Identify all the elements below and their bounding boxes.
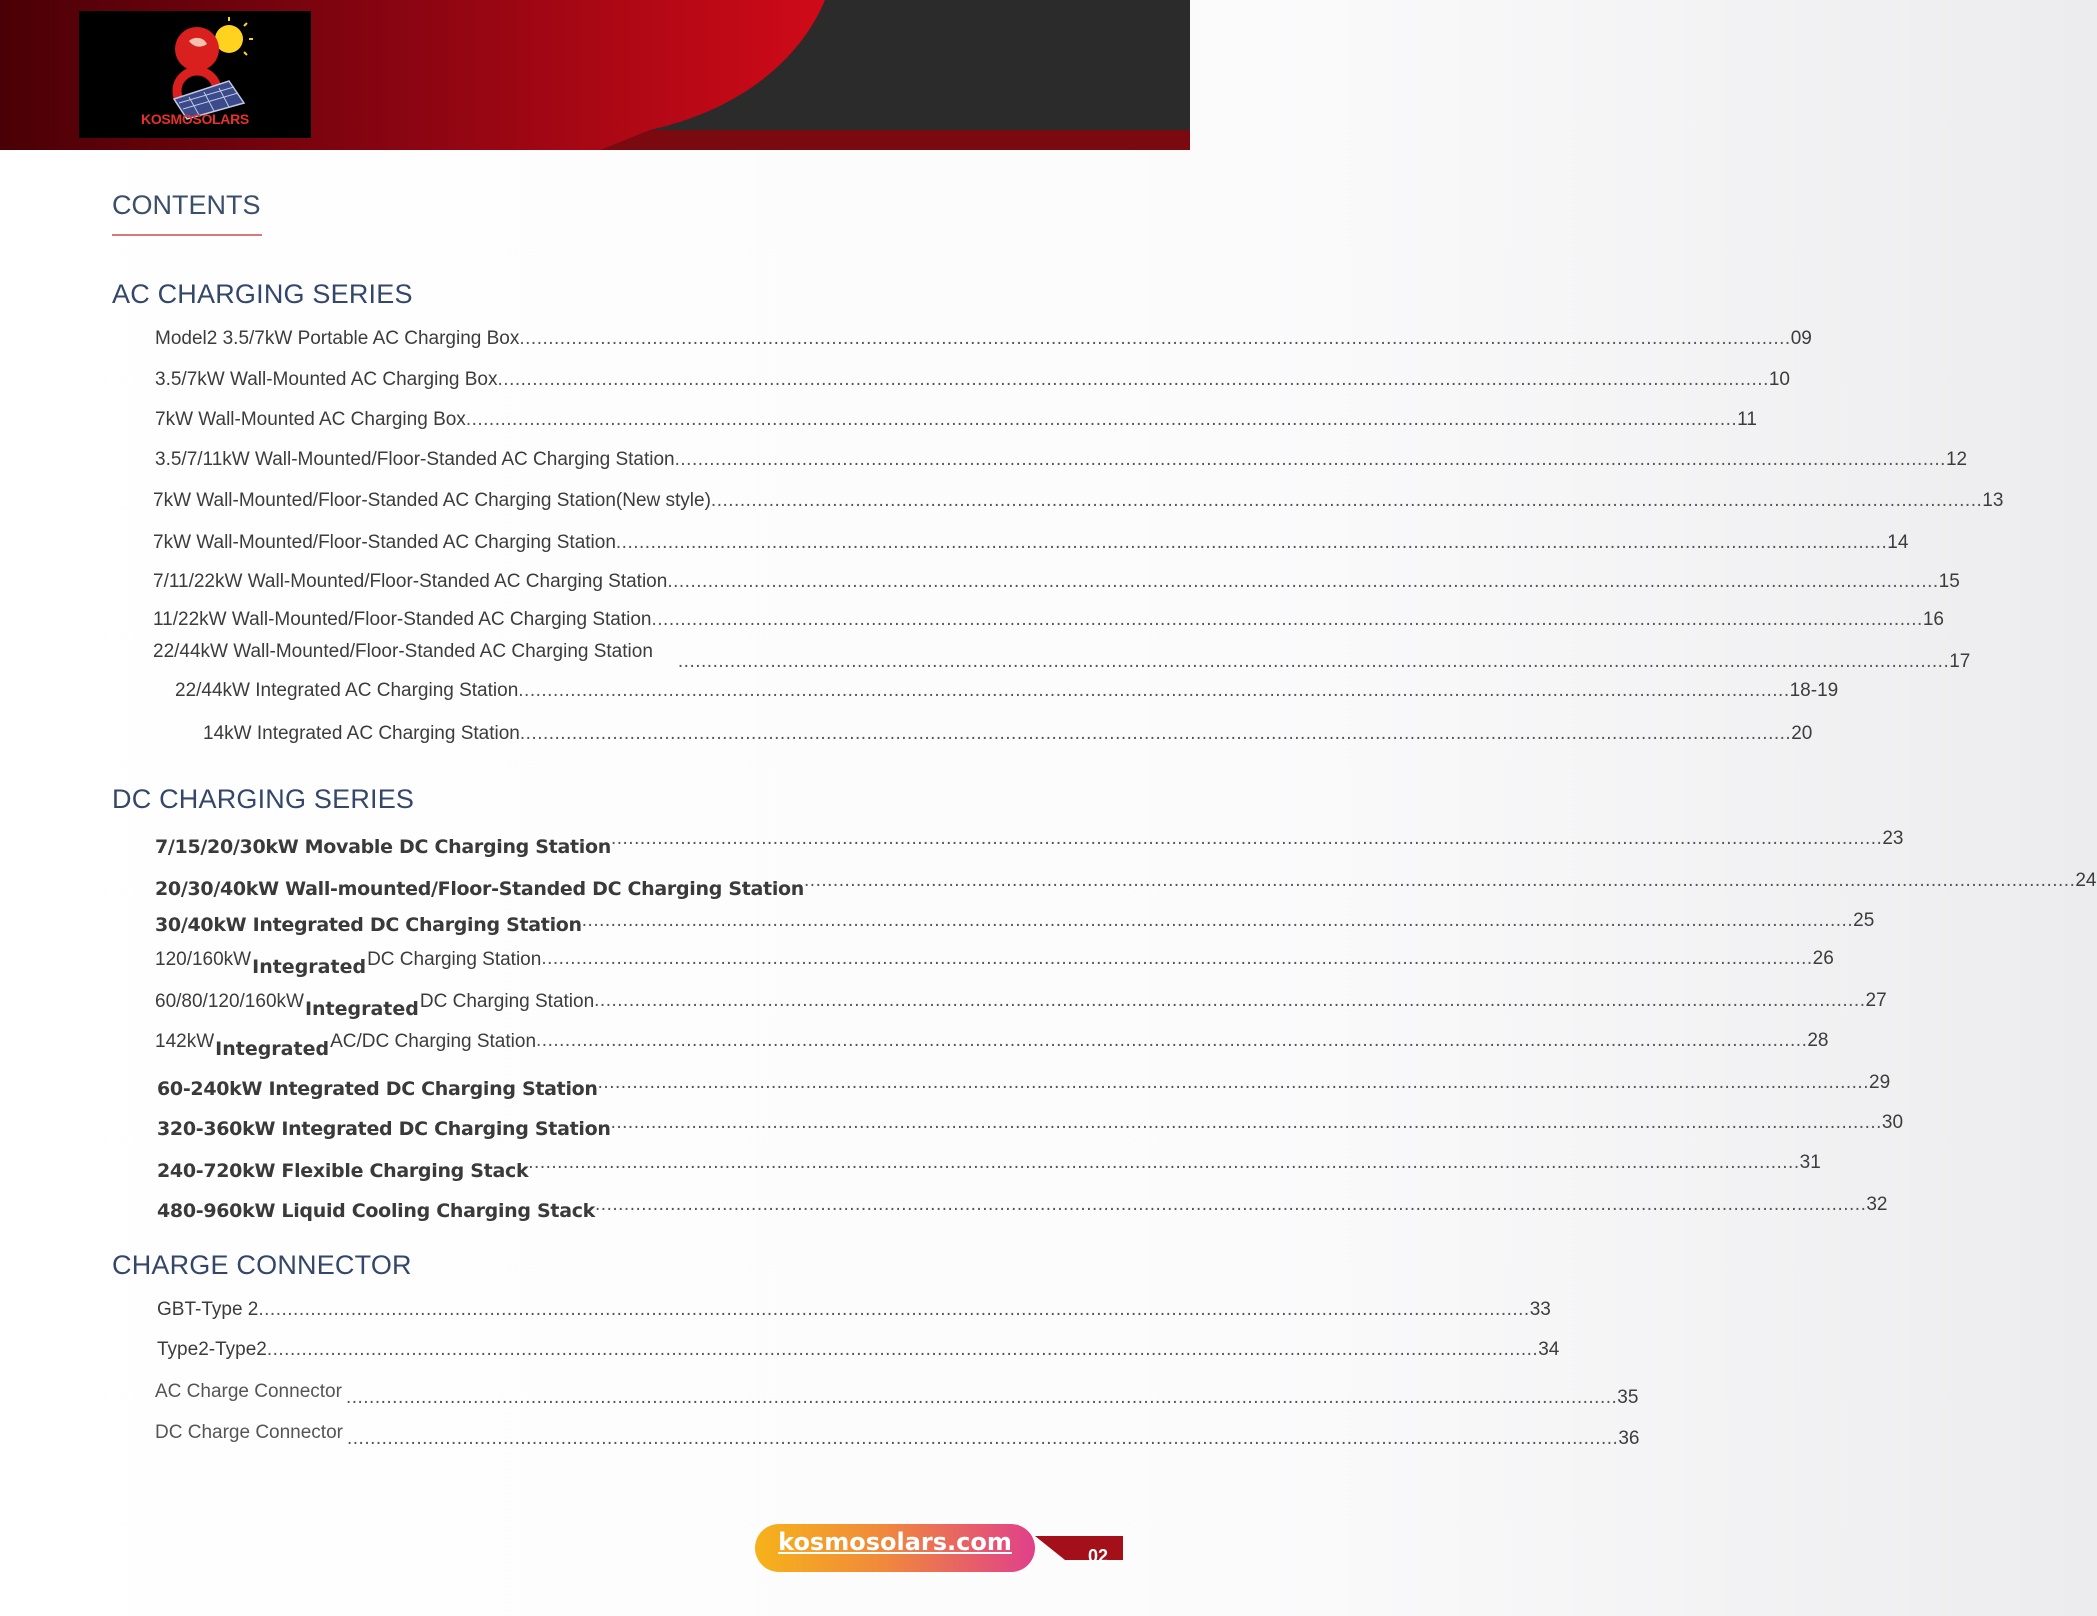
dot-leader: ............................................................................................................................................................................................................................: [465, 409, 1738, 430]
dot-leader: ............................................................................................................................................................................................................................: [674, 449, 1946, 470]
toc-entry-page: 18-19: [1789, 680, 1839, 701]
toc-entry[interactable]: [155, 1030, 1829, 1060]
toc-entry-title: [155, 1030, 537, 1060]
toc-entry-page: 20: [1791, 723, 1813, 744]
toc-entry-page: 13: [1982, 490, 2004, 511]
dot-leader: ............................................................................................................................................................................................................................: [710, 490, 1983, 511]
section-dc-charging: DC CHARGING SERIES: [112, 784, 415, 814]
page-number-tab: [1035, 1536, 1123, 1560]
toc-entry-title: 30/40kW Integrated DC Charging Station: [155, 914, 582, 936]
toc-entry[interactable]: [155, 1422, 1640, 1449]
toc-entry[interactable]: [155, 870, 2097, 900]
toc-entry[interactable]: [153, 490, 2004, 512]
toc-entry-page: 10: [1768, 369, 1790, 390]
toc-entry-title: 7kW Wall-Mounted/Floor-Standed AC Charging Station(New style): [153, 490, 711, 511]
toc-entry-title: 7/11/22kW Wall-Mounted/Floor-Standed AC Charging Station: [153, 571, 668, 592]
toc-entry[interactable]: [157, 1339, 1560, 1361]
toc-entry-page: 17: [1949, 651, 1971, 672]
toc-entry-title: 14kW Integrated AC Charging Station: [203, 723, 520, 744]
toc-entry-title: [155, 990, 595, 1020]
toc-entry-page: 26: [1812, 948, 1834, 969]
toc-entry[interactable]: [157, 1152, 1821, 1182]
toc-entry-page: 09: [1790, 328, 1812, 349]
toc-entry[interactable]: [157, 1194, 1888, 1222]
toc-entry[interactable]: [155, 828, 1904, 858]
toc-entry-title-part: 142kW: [155, 1031, 215, 1052]
title-underline: [112, 234, 262, 236]
toc-entry-page: 16: [1922, 609, 1944, 630]
dot-leader: ............................................................................................................................................................................................................................: [528, 1152, 1800, 1173]
dot-leader: ............................................................................................................................................................................................................................: [597, 1072, 1869, 1093]
toc-entry-title: 480-960kW Liquid Cooling Charging Stack: [157, 1200, 596, 1222]
toc-entry-page: 15: [1938, 571, 1960, 592]
toc-entry-title: 60-240kW Integrated DC Charging Station: [157, 1078, 598, 1100]
toc-entry-title: 22/44kW Integrated AC Charging Station: [175, 680, 519, 701]
toc-entry-title: 20/30/40kW Wall-mounted/Floor-Standed DC Charging Station: [155, 878, 805, 900]
dot-leader: ............................................................................................................................................................................................................................: [667, 571, 1939, 592]
toc-entry[interactable]: [157, 1072, 1891, 1100]
dot-leader: ............................................................................................................................................................................................................................: [610, 1112, 1882, 1133]
toc-entry-page: 30: [1881, 1112, 1904, 1133]
toc-entry-title: 3.5/7/11kW Wall-Mounted/Floor-Standed AC Charging Station: [155, 449, 675, 470]
toc-entry-page: 25: [1853, 910, 1875, 931]
toc-entry-title: AC Charge Connector: [155, 1381, 342, 1402]
toc-entry-title-part: Integrated: [215, 1038, 330, 1060]
dot-leader: ............................................................................................................................................................................................................................: [345, 1387, 1618, 1408]
toc-entry[interactable]: [155, 328, 1812, 350]
toc-entry-title: 7kW Wall-Mounted AC Charging Box: [155, 409, 466, 430]
dot-leader: ............................................................................................................................................................................................................................: [519, 328, 1791, 349]
dot-leader: ............................................................................................................................................................................................................................: [595, 1194, 1867, 1215]
toc-entry-title-part: DC Charging Station: [367, 949, 542, 970]
toc-entry[interactable]: [157, 1112, 1904, 1140]
dot-leader: ............................................................................................................................................................................................................................: [258, 1299, 1530, 1320]
logo-text: KOSMOSOLARS: [141, 111, 249, 127]
toc-entry-title: 3.5/7kW Wall-Mounted AC Charging Box: [155, 369, 498, 390]
dot-leader: ............................................................................................................................................................................................................................: [615, 532, 1888, 553]
toc-entry-title: [155, 948, 542, 978]
toc-entry-title-part: Integrated: [304, 998, 419, 1020]
page-tab-shape-icon: [1035, 1536, 1123, 1560]
toc-entry-title: 320-360kW Integrated DC Charging Station: [157, 1118, 611, 1140]
toc-entry-title: Model2 3.5/7kW Portable AC Charging Box: [155, 328, 520, 349]
toc-entry-page: 34: [1538, 1339, 1560, 1360]
toc-entry-page: 14: [1887, 532, 1909, 553]
toc-entry-title-part: Integrated: [252, 956, 367, 978]
toc-entry-page: 29: [1869, 1072, 1891, 1093]
toc-entry-title: DC Charge Connector: [155, 1422, 343, 1443]
dot-leader: ............................................................................................................................................................................................................................: [519, 723, 1792, 744]
toc-entry-page: 23: [1882, 828, 1904, 849]
toc-entry-title-part: DC Charging Station: [419, 991, 595, 1012]
toc-entry[interactable]: [175, 680, 1839, 702]
toc-entry[interactable]: [157, 1299, 1551, 1321]
toc-entry-page: 24: [2075, 870, 2097, 891]
toc-entry-title: Type2-Type2: [157, 1339, 267, 1360]
toc-entry-page: 12: [1945, 449, 1968, 470]
dot-leader: ............................................................................................................................................................................................................................: [581, 910, 1854, 931]
toc-entry[interactable]: [155, 409, 1757, 431]
toc-entry[interactable]: [155, 910, 1875, 936]
page-header: [0, 0, 1190, 150]
website-link[interactable]: kosmosolars.com: [778, 1528, 1012, 1556]
toc-entry-page: 32: [1866, 1194, 1888, 1215]
toc-entry[interactable]: [155, 1381, 1639, 1408]
toc-entry[interactable]: [155, 449, 1968, 471]
toc-entry[interactable]: [155, 948, 1834, 978]
dot-leader: ............................................................................................................................................................................................................................: [804, 870, 2076, 891]
toc-entry[interactable]: [153, 641, 1971, 672]
toc-entry-page: 11: [1737, 409, 1757, 430]
dot-leader: ............................................................................................................................................................................................................................: [541, 948, 1813, 969]
dot-leader: ............................................................................................................................................................................................................................: [677, 651, 1950, 672]
dot-leader: ............................................................................................................................................................................................................................: [651, 609, 1923, 630]
toc-entry-title: 11/22kW Wall-Mounted/Floor-Standed AC Charging Station: [153, 609, 652, 630]
dot-leader: ............................................................................................................................................................................................................................: [346, 1428, 1619, 1449]
toc-entry-title: 7/15/20/30kW Movable DC Charging Station: [155, 836, 611, 858]
toc-entry[interactable]: [153, 571, 1960, 593]
toc-entry-title: 7kW Wall-Mounted/Floor-Standed AC Charging Station: [153, 532, 616, 553]
toc-entry-title: 240-720kW Flexible Charging Stack: [157, 1160, 529, 1182]
toc-entry-title-part: 120/160kW: [155, 949, 252, 970]
brand-logo: [79, 11, 311, 138]
toc-entry-page: 28: [1807, 1030, 1829, 1051]
contents-title: CONTENTS: [112, 190, 261, 220]
dot-leader: ............................................................................................................................................................................................................................: [594, 990, 1866, 1011]
toc-entry-title: 22/44kW Wall-Mounted/Floor-Standed AC Charging Station: [153, 641, 653, 662]
toc-entry[interactable]: [203, 723, 1813, 745]
toc-entry-page: 35: [1617, 1387, 1639, 1408]
toc-entry-page: 33: [1529, 1299, 1551, 1320]
toc-entry-title-part: AC/DC Charging Station: [330, 1031, 537, 1052]
toc-entry-title: GBT-Type 2: [157, 1299, 259, 1320]
dot-leader: ............................................................................................................................................................................................................................: [536, 1030, 1808, 1051]
toc-entry-page: 27: [1865, 990, 1887, 1011]
toc-entry-page: 36: [1618, 1428, 1640, 1449]
toc-entry[interactable]: [153, 532, 1909, 554]
toc-entry[interactable]: [155, 369, 1790, 391]
toc-entry[interactable]: [153, 609, 1944, 631]
dot-leader: ............................................................................................................................................................................................................................: [266, 1339, 1539, 1360]
section-ac-charging: AC CHARGING SERIES: [112, 279, 413, 309]
dot-leader: ............................................................................................................................................................................................................................: [497, 369, 1769, 390]
toc-entry[interactable]: [155, 990, 1887, 1020]
dot-leader: ............................................................................................................................................................................................................................: [518, 680, 1790, 701]
page-number: 02: [1088, 1546, 1109, 1566]
section-charge-connector: CHARGE CONNECTOR: [112, 1250, 412, 1280]
dot-leader: ............................................................................................................................................................................................................................: [610, 828, 1883, 849]
website-badge[interactable]: [755, 1524, 1035, 1572]
toc-entry-page: 31: [1799, 1152, 1821, 1173]
toc-entry-title-part: 60/80/120/160kW: [155, 991, 304, 1012]
